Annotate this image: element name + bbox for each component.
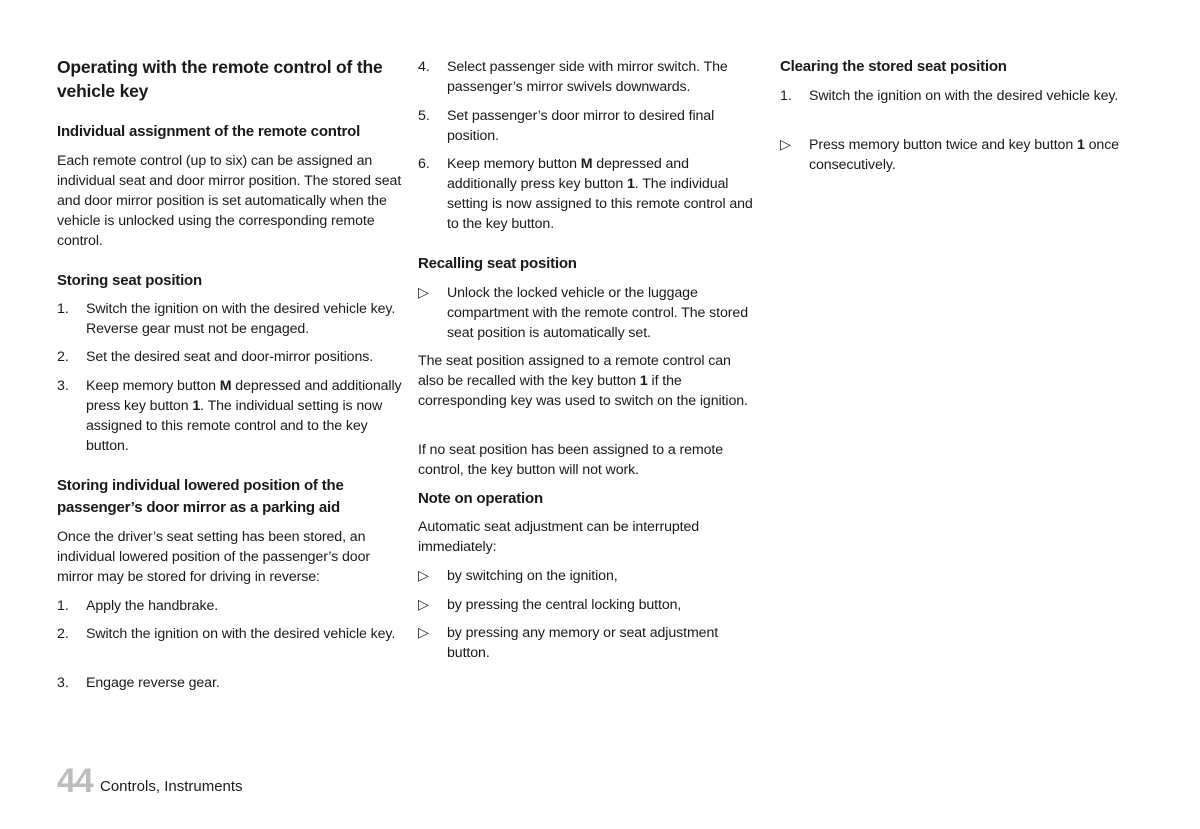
bullet-item-text: by switching on the ignition,: [447, 568, 618, 584]
main-heading: Operating with the remote control of the vehicle key: [57, 57, 383, 101]
bullet-item: [418, 566, 758, 586]
list-item-text: Select passenger side with mirror switch. The passenger’s mirror swivels downwards.: [447, 59, 728, 95]
list-item-text: Engage reverse gear.: [86, 675, 220, 691]
list-item: [57, 376, 402, 456]
list-item-text: Switch the ignition on with the desired vehicle key. Reverse gear must not be engaged.: [86, 301, 396, 337]
list-item: [57, 596, 402, 616]
list-number: 3.: [57, 378, 69, 394]
list-number: 1.: [57, 598, 69, 614]
bullet-item-text: Press memory button twice and key button 1 once consecutively.: [809, 137, 1119, 173]
list-item: [418, 106, 758, 146]
section-title: Controls, Instruments: [100, 778, 243, 795]
list-item-text: Apply the handbrake.: [86, 598, 219, 614]
key-button-label: 1: [192, 398, 201, 414]
memory-button-label: M: [219, 378, 232, 394]
lowered-position-heading: Storing individual lowered position of the passenger’s door mirror as a parking aid: [57, 477, 344, 516]
lowered-position-paragraph: Once the driver’s seat setting has been stored, an individual lowered position of the passenger’s door mirror may be stored for driving in reverse:: [57, 529, 371, 585]
note-paragraph: Automatic seat adjustment can be interrupted immediately:: [418, 519, 700, 555]
note-on-operation-heading: Note on operation: [418, 490, 543, 507]
triangle-bullet-icon: ▷: [418, 568, 429, 584]
list-item: [418, 57, 758, 97]
bullet-item: [418, 595, 758, 615]
individual-assignment-paragraph: Each remote control (up to six) can be assigned an individual seat and door mirror position. The stored seat and door mirror position is set automatically when the vehicle is unlocked using the corresponding remote control.: [57, 153, 402, 249]
list-number: 5.: [418, 108, 430, 124]
list-item: [780, 86, 1125, 106]
list-number: 4.: [418, 59, 430, 75]
list-item: [418, 154, 758, 234]
memory-button-label: M: [580, 156, 593, 172]
key-button-label: 1: [639, 373, 648, 389]
list-number: 2.: [57, 626, 69, 642]
triangle-bullet-icon: ▷: [418, 597, 429, 613]
recall-paragraph: The seat position assigned to a remote control can also be recalled with the key button 1 if the corresponding key was used to switch on the ignition.: [418, 353, 748, 409]
list-item-text: Switch the ignition on with the desired vehicle key.: [809, 88, 1119, 104]
list-number: 6.: [418, 156, 430, 172]
bullet-item-text: by pressing the central locking button,: [447, 597, 682, 613]
bullet-item-text: by pressing any memory or seat adjustment button.: [447, 625, 719, 661]
list-number: 2.: [57, 349, 69, 365]
triangle-bullet-icon: ▷: [418, 285, 429, 301]
list-item-text: Switch the ignition on with the desired vehicle key.: [86, 626, 396, 642]
list-item: [57, 624, 402, 644]
key-button-label: 1: [1076, 137, 1085, 153]
no-assignment-paragraph: If no seat position has been assigned to a remote control, the key button will not work.: [418, 442, 724, 478]
bullet-item: [418, 623, 758, 663]
list-item: [57, 673, 402, 693]
bullet-item-text: Unlock the locked vehicle or the luggage compartment with the remote control. The stored seat position is automatically set.: [447, 285, 748, 341]
clearing-seat-heading: Clearing the stored seat position: [780, 58, 1007, 75]
key-button-label: 1: [626, 176, 635, 192]
list-number: 1.: [57, 301, 69, 317]
list-item-text: Keep memory button M depressed and additionally press key button 1. The individual setting is now assigned to this remote control and to the key button.: [447, 156, 753, 232]
triangle-bullet-icon: ▷: [780, 137, 791, 153]
list-number: 1.: [780, 88, 792, 104]
list-number: 3.: [57, 675, 69, 691]
list-item: [57, 299, 402, 339]
list-item-text: Keep memory button M depressed and additionally press key button 1. The individual setting is now assigned to this remote control and to the key button.: [86, 378, 402, 454]
bullet-item: [418, 283, 758, 343]
list-item-text: Set passenger’s door mirror to desired final position.: [447, 108, 715, 144]
list-item-text: Set the desired seat and door-mirror positions.: [86, 349, 374, 365]
page-number: 44: [57, 762, 93, 800]
recalling-seat-heading: Recalling seat position: [418, 255, 577, 272]
list-item: [57, 347, 402, 367]
individual-assignment-heading: Individual assignment of the remote control: [57, 123, 361, 140]
triangle-bullet-icon: ▷: [418, 625, 429, 641]
bullet-item: [780, 135, 1125, 175]
storing-seat-heading: Storing seat position: [57, 272, 202, 289]
